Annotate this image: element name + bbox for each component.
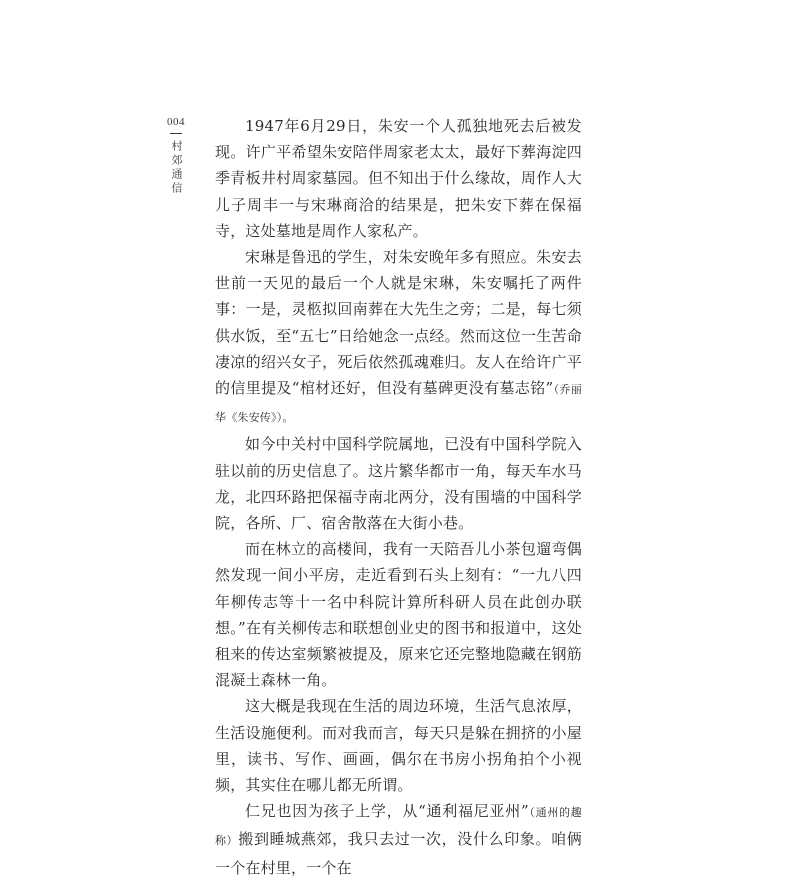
paragraph-4: 而在林立的高楼间，我有一天陪吾儿小茶包遛弯偶然发现一间小平房，走近看到石头上刻有：“一九八四年柳传志等十一名中科院计算所科研人员在此创办联想。”在有关柳传志和联想创业史的图书和报道中，这处租来的传达室频繁被提及，原来它还完整地隐藏在钢筋混凝土森林一角。 — [215, 540, 582, 690]
body-text — [215, 113, 582, 881]
paragraph-6-text-start: 仁兄也因为孩子上学，从“通利福尼亚州” — [245, 802, 529, 821]
paragraph-2 — [215, 244, 582, 431]
paragraph-1: 1947年6月29日，朱安一个人孤独地死去后被发现。许广平希望朱安陪伴周家老太太，最好下葬海淀四季青板井村周家墓园。但不知出于什么缘故，周作人大儿子周丰一与宋琳商洽的结果是，把朱安下葬在保福寺，这处墓地是周作人家私产。 — [215, 117, 582, 240]
page-margin — [166, 116, 186, 196]
paragraph-6 — [215, 798, 582, 881]
running-head: 村郊通信 — [170, 140, 183, 196]
citation-tongzhou-nickname: （通州的趣称） — [215, 806, 582, 848]
paragraph-6-text-end: 搬到睡城燕郊，我只去过一次，没什么印象。咱俩一个在村里，一个在 — [215, 830, 583, 877]
paragraph-3: 如今中关村中国科学院属地，已没有中国科学院入驻以前的历史信息了。这片繁华都市一角，每天车水马龙，北四环路把保福寺南北两分，没有围墙的中国科学院，各所、厂、宿舍散落在大街小巷。 — [215, 435, 582, 533]
paragraph-5: 这大概是我现在生活的周边环境，生活气息浓厚，生活设施便利。而对我而言，每天只是躲在拥挤的小屋里，读书、写作、画画，偶尔在书房小拐角拍个小视频，其实住在哪儿都无所谓。 — [215, 697, 582, 795]
page-number: 004 — [167, 116, 185, 128]
paragraph-2-text: 宋琳是鲁迅的学生，对朱安晚年多有照应。朱安去世前一天见的最后一个人就是宋琳，朱安嘱托了两件事：一是，灵柩拟回南葬在大先生之旁；二是，每七须供水饭，至“五七”日给她念一点经。然而这位一生苦命凄凉的绍兴女子，死后依然孤魂难归。友人在给许广平的信里提及“棺材还好，但没有墓碑更没有墓志铭” — [215, 248, 582, 398]
page-number-rule — [170, 133, 182, 134]
citation-zhu-an-biography: （乔丽华《朱安传》）。 — [215, 383, 582, 425]
